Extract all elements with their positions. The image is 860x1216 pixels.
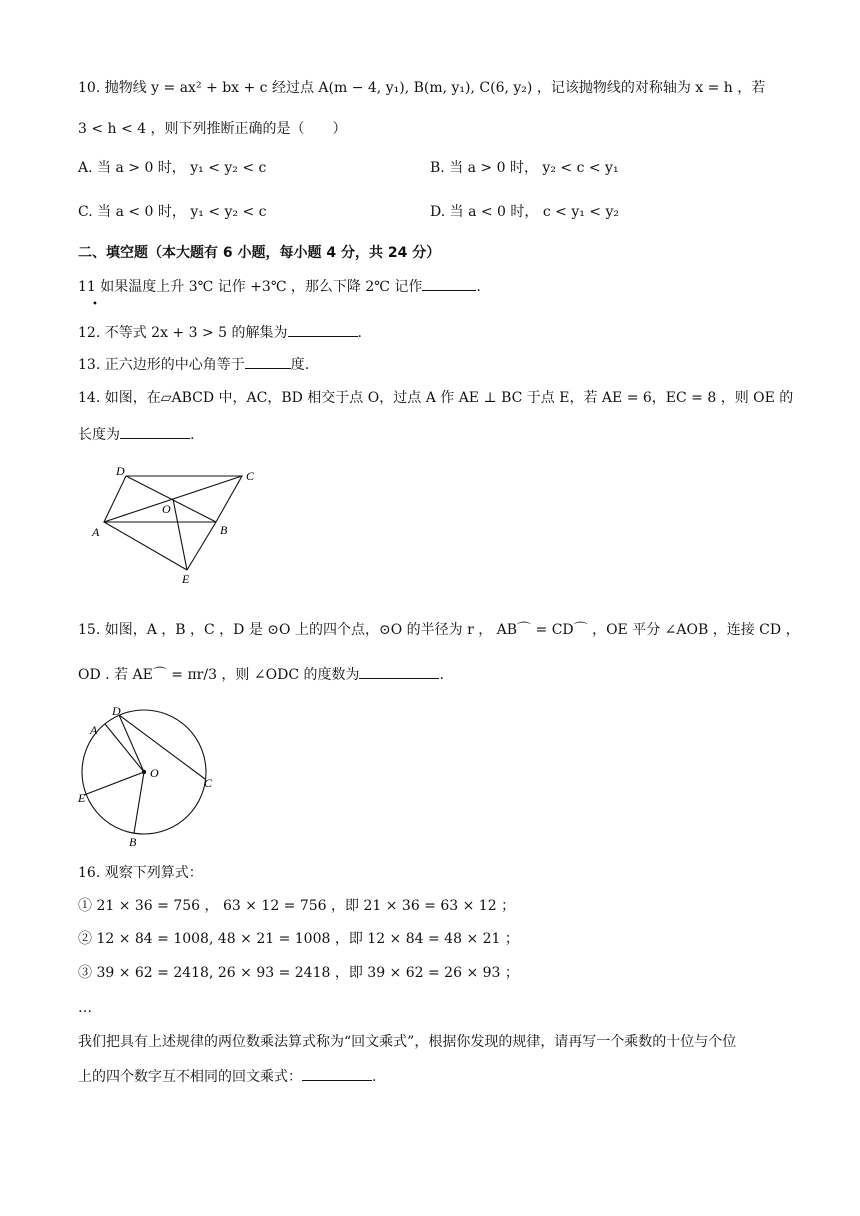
label-b: B <box>220 523 228 537</box>
q16-paragraph-line2 <box>78 1066 376 1087</box>
q16-paragraph-line1: 我们把具有上述规律的两位数乘法算式称为“回文乘式”，根据你发现的规律，请再写一个乘数的十位与个位 <box>78 1034 737 1050</box>
q16-row1: ① 21 × 36 = 756 ， 63 × 12 = 756 ，即 21 × 36 = 63 × 12 ； <box>78 898 516 914</box>
q11-end: . <box>476 279 481 295</box>
segment-be <box>187 522 216 570</box>
label-d: D <box>112 704 121 718</box>
center-point <box>142 770 146 774</box>
q11-answer-blank[interactable] <box>422 276 476 291</box>
q16-title: 16. 观察下列算式： <box>78 865 203 881</box>
label-c: C <box>204 776 213 790</box>
q12 <box>78 322 362 343</box>
q15-stem-line2 <box>78 664 444 685</box>
q15-circle-figure <box>74 700 224 848</box>
q11-text: 11 如果温度上升 3℃ 记作 +3℃ ，那么下降 2℃ 记作 <box>78 279 423 295</box>
label-a: A <box>92 525 100 539</box>
q13-answer-blank[interactable] <box>245 354 291 369</box>
label-e: E <box>182 572 190 586</box>
section-heading: 二、填空题（本大题有 6 小题，每小题 4 分，共 24 分） <box>78 245 441 261</box>
q15-text: OD . 若 AE⌒ = πr/3 ，则 ∠ODC 的度数为 <box>78 667 360 683</box>
q14-parallelogram-figure <box>88 462 268 590</box>
label-a: A <box>90 723 98 737</box>
q16-text: 上的四个数字互不相同的回文乘式： <box>78 1069 302 1085</box>
q14-stem-line1: 14. 如图，在▱ABCD 中，AC，BD 相交于点 O，过点 A 作 AE ⊥ BC 于点 E，若 AE = 6，EC = 8 ，则 OE 的 <box>78 390 794 406</box>
q12-end: . <box>357 325 362 341</box>
q14-end: . <box>190 427 195 443</box>
q14-stem-line2 <box>78 424 194 445</box>
q16-row2: ② 12 × 84 = 1008, 48 × 21 = 1008 ，即 12 × 84 = 48 × 21 ； <box>78 931 519 947</box>
segment-oe <box>173 499 187 570</box>
label-e: E <box>78 791 86 805</box>
radius-od <box>119 715 144 772</box>
q16-end: . <box>372 1069 377 1085</box>
q15-answer-blank[interactable] <box>359 664 439 679</box>
q13 <box>78 354 309 375</box>
label-c: C <box>246 469 255 483</box>
chord-dc <box>119 715 205 779</box>
q10-option-d: D. 当 a < 0 时， c < y₁ < y₂ <box>430 204 620 220</box>
diagonal-bd <box>126 476 216 522</box>
q10-option-c: C. 当 a < 0 时， y₁ < y₂ < c <box>78 204 267 220</box>
q15-stem-line1: 15. 如图，A ，B ，C ，D 是 ⊙O 上的四个点，⊙O 的半径为 r ， AB⌒ = CD⌒ ，OE 平分 ∠AOB ，连接 CD ， <box>78 622 800 638</box>
q11-dot: • <box>92 299 98 310</box>
q16-ellipsis: … <box>78 1000 92 1016</box>
q13-text: 13. 正六边形的中心角等于 <box>78 357 245 373</box>
segment-ae <box>104 522 187 570</box>
radius-oa <box>105 724 144 772</box>
q10-stem-line2: 3 < h < 4 ，则下列推断正确的是（ ） <box>78 121 347 137</box>
label-b: B <box>129 835 137 848</box>
q14-answer-blank[interactable] <box>120 424 190 439</box>
q12-answer-blank[interactable] <box>288 322 358 337</box>
q10-stem-line1: 10. 抛物线 y = ax² + bx + c 经过点 A(m − 4, y₁), B(m, y₁), C(6, y₂) ，记该抛物线的对称轴为 x = h ，若 <box>78 80 766 96</box>
label-o: O <box>150 766 159 780</box>
q16-answer-blank[interactable] <box>302 1066 372 1081</box>
radius-oe <box>84 772 144 795</box>
q14-text: 长度为 <box>78 427 120 443</box>
q13-end: 度. <box>290 357 310 373</box>
radius-ob <box>134 772 144 833</box>
q16-row3: ③ 39 × 62 = 2418, 26 × 93 = 2418 ，即 39 × 62 = 26 × 93 ； <box>78 965 519 981</box>
q10-option-b: B. 当 a > 0 时， y₂ < c < y₁ <box>430 160 619 176</box>
label-d: D <box>116 464 125 478</box>
q15-end: . <box>439 667 444 683</box>
label-o: O <box>162 502 171 516</box>
q12-text: 12. 不等式 2x + 3 > 5 的解集为 <box>78 325 288 341</box>
q11 <box>78 276 481 297</box>
q10-option-a: A. 当 a > 0 时， y₁ < y₂ < c <box>78 160 267 176</box>
